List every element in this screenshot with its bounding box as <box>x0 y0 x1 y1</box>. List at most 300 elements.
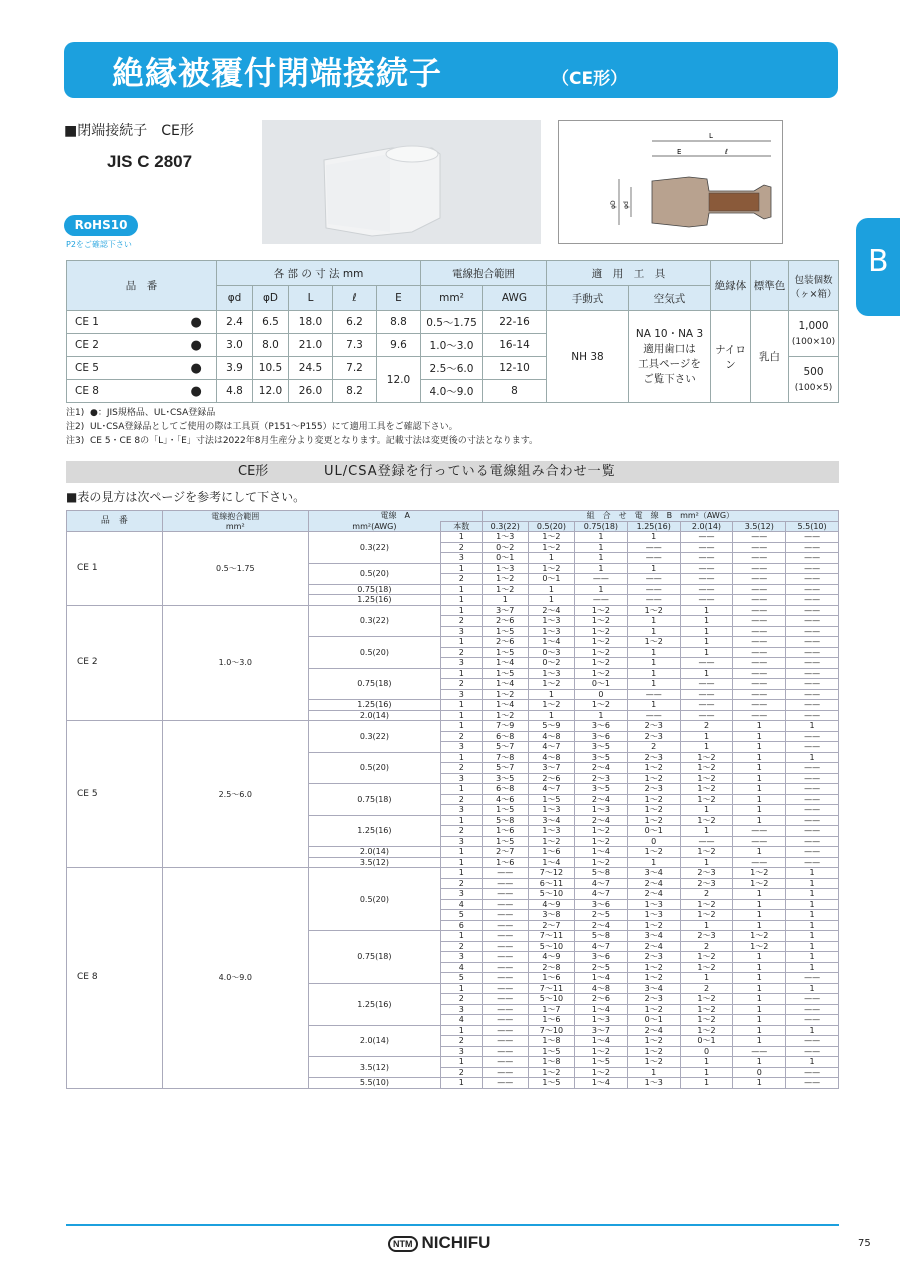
combo-cell: —— <box>733 574 786 585</box>
combo-count: 1 <box>440 857 482 868</box>
note-text: UL･CSA登録品としてご使用の際は工具頁（P151〜P155）にて適用工具をご確認下さい。 <box>90 422 458 432</box>
combo-cell: —— <box>482 1025 528 1036</box>
combo-cell: —— <box>627 574 680 585</box>
combo-cell: —— <box>786 742 839 753</box>
combo-cell: 1 <box>733 805 786 816</box>
combo-cell: —— <box>786 1004 839 1015</box>
combo-cell: 1 <box>627 626 680 637</box>
combo-col-header: 0.5(20) <box>528 521 574 532</box>
combo-cell: 2〜3 <box>680 868 733 879</box>
combo-cell: 1〜2 <box>528 532 574 543</box>
combo-cell: 1〜4 <box>482 658 528 669</box>
combo-cell: —— <box>786 700 839 711</box>
drawing-label-l: ℓ <box>725 148 728 156</box>
combo-cell: 1〜2 <box>627 1057 680 1068</box>
combo-cell: 0〜1 <box>575 679 628 690</box>
combo-cell: 3〜6 <box>575 952 628 963</box>
combo-cell: 1〜2 <box>627 1004 680 1015</box>
combo-cell: 1〜2 <box>680 899 733 910</box>
combo-cell: 2〜4 <box>627 941 680 952</box>
combo-cell: 1 <box>575 584 628 595</box>
spec-header-awg: AWG <box>483 286 547 311</box>
combo-cell: 1〜2 <box>680 752 733 763</box>
combo-cell: —— <box>482 941 528 952</box>
combo-cell: 1 <box>680 1078 733 1089</box>
combo-cell: 2〜3 <box>627 952 680 963</box>
combo-col-header: 5.5(10) <box>786 521 839 532</box>
combo-cell: 5〜9 <box>528 721 574 732</box>
combo-cell: 1〜4 <box>528 857 574 868</box>
spec-cell: 12-10 <box>483 357 547 380</box>
combo-cell: 2〜3 <box>627 994 680 1005</box>
dimension-drawing <box>558 120 783 244</box>
combo-cell: 2〜3 <box>627 784 680 795</box>
combo-cell: 1〜2 <box>680 910 733 921</box>
combo-cell: 1 <box>733 763 786 774</box>
combo-cell: 1〜5 <box>482 836 528 847</box>
combo-cell: 1〜3 <box>528 626 574 637</box>
combo-cell: 1〜2 <box>528 542 574 553</box>
combo-cell: 7〜8 <box>482 752 528 763</box>
combo-cell: 4〜7 <box>575 878 628 889</box>
combo-cell: 0〜1 <box>680 1036 733 1047</box>
combo-cell: —— <box>680 689 733 700</box>
note-key: 注1) <box>66 408 85 418</box>
combo-cell: 1 <box>680 1067 733 1078</box>
combo-count: 1 <box>440 931 482 942</box>
combo-cell: 1〜5 <box>528 1078 574 1089</box>
combo-cell: —— <box>680 584 733 595</box>
combo-count: 2 <box>440 941 482 952</box>
spec-mark: ● <box>176 357 216 380</box>
combo-cell: —— <box>482 1004 528 1015</box>
combo-cell: 1 <box>680 647 733 658</box>
combo-cell: —— <box>680 574 733 585</box>
section-header <box>66 461 839 483</box>
combo-cell: 1〜2 <box>575 626 628 637</box>
combo-cell: 1 <box>786 910 839 921</box>
combo-cell: 1 <box>786 889 839 900</box>
combo-cell: 0 <box>575 689 628 700</box>
combo-cell: 3〜6 <box>575 731 628 742</box>
combo-cell: 3〜6 <box>575 899 628 910</box>
combo-cell: 1〜2 <box>627 637 680 648</box>
title-banner <box>64 42 838 98</box>
combo-cell: 2〜3 <box>680 878 733 889</box>
combo-cell: 1〜2 <box>733 868 786 879</box>
spec-cell: 24.5 <box>289 357 333 380</box>
spec-header-part: 品 番 <box>67 261 217 311</box>
combo-count: 1 <box>440 983 482 994</box>
spec-header-pack: 包装個数 （ヶ×箱） <box>789 261 839 311</box>
spec-header-dims: 各 部 の 寸 法 mm <box>217 261 421 286</box>
jis-standard: JIS C 2807 <box>107 152 193 171</box>
spec-cell: 3.9 <box>217 357 253 380</box>
combo-cell: 1〜2 <box>575 700 628 711</box>
combo-wire-a: 0.5(20) <box>308 868 440 931</box>
combo-cell: 1〜3 <box>528 805 574 816</box>
combo-cell: 1〜4 <box>482 700 528 711</box>
combo-cell: —— <box>786 973 839 984</box>
combo-range: 4.0〜9.0 <box>162 868 308 1089</box>
combo-cell: 4〜8 <box>575 983 628 994</box>
combo-cell: —— <box>482 1046 528 1057</box>
combo-cell: —— <box>786 1036 839 1047</box>
combo-cell: 1〜2 <box>680 1025 733 1036</box>
combo-col-header: 0.75(18) <box>575 521 628 532</box>
combo-cell: 1〜3 <box>627 1078 680 1089</box>
combo-cell: 1 <box>786 941 839 952</box>
combo-cell: 1〜3 <box>528 668 574 679</box>
combo-cell: 1 <box>733 983 786 994</box>
combo-cell: 1〜2 <box>575 857 628 868</box>
combo-count: 1 <box>440 563 482 574</box>
combo-cell: 1〜2 <box>627 773 680 784</box>
combo-count: 2 <box>440 574 482 585</box>
combo-cell: 1〜6 <box>482 857 528 868</box>
combo-cell: —— <box>786 794 839 805</box>
combo-cell: 1 <box>680 616 733 627</box>
spec-pack-1 <box>789 311 839 357</box>
combo-cell: —— <box>733 700 786 711</box>
spec-pack-1-detail: (100×10) <box>791 336 836 347</box>
combo-cell: 5〜7 <box>482 742 528 753</box>
combo-cell: 1 <box>733 952 786 963</box>
combo-cell: —— <box>786 532 839 543</box>
combo-cell: 2〜7 <box>482 847 528 858</box>
combo-cell: 1〜4 <box>575 1004 628 1015</box>
combo-cell: 2〜6 <box>482 616 528 627</box>
combo-cell: 0〜1 <box>528 574 574 585</box>
combo-cell: —— <box>627 595 680 606</box>
combo-wire-a: 0.3(22) <box>308 532 440 564</box>
combo-cell: 0〜2 <box>528 658 574 669</box>
combo-cell: 3〜4 <box>627 868 680 879</box>
combo-cell: —— <box>786 710 839 721</box>
combo-cell: 2〜7 <box>528 920 574 931</box>
combo-cell: 1 <box>528 553 574 564</box>
dimension-drawing-graphic <box>559 121 784 245</box>
combo-cell: 3〜4 <box>627 931 680 942</box>
spec-cell: 12.0 <box>377 357 421 403</box>
combo-cell: 1〜2 <box>575 637 628 648</box>
combo-cell: 2〜3 <box>627 731 680 742</box>
combo-wire-a: 0.3(22) <box>308 605 440 637</box>
howto-note: ■表の見方は次ページを参考にして下さい。 <box>66 490 306 504</box>
combo-cell: 1〜2 <box>680 962 733 973</box>
combo-count: 3 <box>440 805 482 816</box>
combo-cell: —— <box>786 605 839 616</box>
combo-cell: —— <box>786 574 839 585</box>
combo-cell: 2 <box>627 742 680 753</box>
combo-cell: 0〜2 <box>482 542 528 553</box>
combo-cell: 1 <box>627 563 680 574</box>
combo-cell: 1 <box>786 931 839 942</box>
combo-header-range-unit: mm² <box>162 521 308 532</box>
combo-count: 1 <box>440 710 482 721</box>
combo-cell: 0〜1 <box>627 1015 680 1026</box>
combo-cell: 4〜7 <box>528 742 574 753</box>
combo-cell: 1 <box>733 889 786 900</box>
note-key: 注3) <box>66 436 85 446</box>
combo-range: 0.5〜1.75 <box>162 532 308 606</box>
combo-header-part: 品 番 <box>67 511 163 532</box>
spec-cell: 12.0 <box>253 380 289 403</box>
combo-count: 2 <box>440 994 482 1005</box>
combo-cell: 1 <box>733 1057 786 1068</box>
combo-cell: 1〜2 <box>575 616 628 627</box>
combo-cell: 1 <box>680 668 733 679</box>
spec-cell: 1.0〜3.0 <box>421 334 483 357</box>
combo-cell: 1 <box>786 1025 839 1036</box>
combo-cell: 1〜2 <box>627 962 680 973</box>
combo-cell: 1 <box>733 1025 786 1036</box>
combo-cell: —— <box>786 763 839 774</box>
combo-cell: —— <box>786 616 839 627</box>
combo-cell: 3〜4 <box>627 983 680 994</box>
combo-count: 1 <box>440 637 482 648</box>
combo-cell: 5〜7 <box>482 763 528 774</box>
combo-cell: 2〜4 <box>575 815 628 826</box>
combo-cell: —— <box>482 868 528 879</box>
combo-count: 1 <box>440 605 482 616</box>
combo-cell: 1〜4 <box>575 1078 628 1089</box>
spec-mark: ● <box>176 334 216 357</box>
section-tab[interactable] <box>856 218 900 316</box>
combo-cell: 5〜10 <box>528 889 574 900</box>
combo-cell: 1〜2 <box>575 647 628 658</box>
combo-cell: 1 <box>627 679 680 690</box>
combo-count: 3 <box>440 952 482 963</box>
combo-cell: —— <box>733 605 786 616</box>
combo-cell: 2 <box>680 721 733 732</box>
combo-count: 1 <box>440 721 482 732</box>
company-logo <box>388 1233 490 1253</box>
combo-count: 2 <box>440 731 482 742</box>
page-number: 75 <box>858 1238 871 1249</box>
spec-cell: 6.5 <box>253 311 289 334</box>
combo-cell: 1〜2 <box>680 773 733 784</box>
combo-wire-a: 1.25(16) <box>308 595 440 606</box>
combo-count: 1 <box>440 584 482 595</box>
combo-cell: —— <box>786 689 839 700</box>
combo-cell: 1 <box>733 721 786 732</box>
combo-count: 6 <box>440 920 482 931</box>
combo-cell: 1 <box>786 752 839 763</box>
combo-cell: 6〜11 <box>528 878 574 889</box>
combo-count: 3 <box>440 689 482 700</box>
combo-cell: —— <box>680 532 733 543</box>
combo-cell: 1 <box>733 773 786 784</box>
combo-count: 5 <box>440 910 482 921</box>
combo-cell: 7〜12 <box>528 868 574 879</box>
combo-cell: 1 <box>733 973 786 984</box>
combo-cell: —— <box>786 1015 839 1026</box>
combo-cell: —— <box>786 731 839 742</box>
spec-cell: 2.4 <box>217 311 253 334</box>
combo-cell: 1〜2 <box>680 1015 733 1026</box>
combo-count: 1 <box>440 868 482 879</box>
combo-count: 2 <box>440 1036 482 1047</box>
combo-cell: —— <box>680 700 733 711</box>
combo-cell: —— <box>482 889 528 900</box>
note-item <box>66 434 538 448</box>
spec-color: 乳白 <box>751 311 789 403</box>
combo-cell: 1 <box>733 899 786 910</box>
spec-header-mm2: mm² <box>421 286 483 311</box>
spec-header-E: E <box>377 286 421 311</box>
combo-cell: 1〜5 <box>528 794 574 805</box>
combo-count: 1 <box>440 595 482 606</box>
combo-cell: 1 <box>627 658 680 669</box>
spec-cell: 21.0 <box>289 334 333 357</box>
combo-cell: 2〜4 <box>575 763 628 774</box>
combo-cell: —— <box>786 836 839 847</box>
note-key: 注2) <box>66 422 85 432</box>
spec-cell: 8.8 <box>377 311 421 334</box>
combo-count: 1 <box>440 784 482 795</box>
combo-count: 2 <box>440 878 482 889</box>
combo-wire-a: 0.75(18) <box>308 584 440 595</box>
combo-part-number: CE 8 <box>67 868 163 1089</box>
combo-cell: 0 <box>627 836 680 847</box>
combo-wire-a: 1.25(16) <box>308 815 440 847</box>
combo-cell: 2〜6 <box>482 637 528 648</box>
combo-cell: 1〜2 <box>680 952 733 963</box>
combo-cell: —— <box>786 773 839 784</box>
combo-cell: —— <box>482 920 528 931</box>
combo-cell: —— <box>482 962 528 973</box>
combo-part-number: CE 1 <box>67 532 163 606</box>
combo-cell: —— <box>733 616 786 627</box>
combo-cell: 4〜9 <box>528 952 574 963</box>
combo-cell: —— <box>733 689 786 700</box>
combo-cell: —— <box>733 1046 786 1057</box>
combo-cell: 5〜8 <box>482 815 528 826</box>
combo-cell: —— <box>733 668 786 679</box>
product-photo <box>262 120 541 244</box>
spec-cell: 8.0 <box>253 334 289 357</box>
combo-cell: —— <box>733 532 786 543</box>
spec-part-number: CE 8 <box>67 380 177 403</box>
combo-cell: —— <box>786 1067 839 1078</box>
spec-insulator: ナイロン <box>711 311 751 403</box>
combo-cell: 1 <box>733 731 786 742</box>
combo-cell: 1〜3 <box>528 616 574 627</box>
drawing-label-L: L <box>709 132 713 140</box>
rohs-note: P2をご確認下さい <box>66 240 132 249</box>
combo-wire-a: 5.5(10) <box>308 1078 440 1089</box>
combo-cell: 1〜3 <box>482 563 528 574</box>
table-row <box>67 868 839 879</box>
combo-cell: 3〜7 <box>528 763 574 774</box>
combo-cell: 1 <box>575 542 628 553</box>
combo-count: 1 <box>440 815 482 826</box>
combo-cell: 5〜8 <box>575 931 628 942</box>
combo-count: 3 <box>440 742 482 753</box>
combo-cell: —— <box>627 710 680 721</box>
combo-cell: —— <box>482 983 528 994</box>
combo-cell: 1 <box>733 784 786 795</box>
combo-cell: 1〜3 <box>482 532 528 543</box>
combo-cell: —— <box>733 710 786 721</box>
combo-cell: 1〜2 <box>627 805 680 816</box>
combo-cell: 1〜3 <box>575 1015 628 1026</box>
combo-cell: 2〜4 <box>627 889 680 900</box>
spec-header-phi-D: φD <box>253 286 289 311</box>
combo-cell: 1 <box>575 532 628 543</box>
combo-cell: 5〜10 <box>528 941 574 952</box>
combo-cell: 1 <box>575 563 628 574</box>
combo-cell: 1〜2 <box>575 1046 628 1057</box>
spec-cell: 3.0 <box>217 334 253 357</box>
combo-cell: 0〜1 <box>627 826 680 837</box>
spec-cell: 8 <box>483 380 547 403</box>
combo-cell: —— <box>786 784 839 795</box>
logo-mark: NTM <box>388 1236 418 1252</box>
combo-cell: —— <box>786 1078 839 1089</box>
spec-pack-1-count: 1,000 <box>798 319 829 332</box>
combo-cell: 1 <box>786 952 839 963</box>
combo-cell: 1〜5 <box>482 668 528 679</box>
combo-header-range: 電線抱合範囲 <box>162 511 308 522</box>
combo-cell: 1 <box>528 595 574 606</box>
combo-cell: —— <box>786 857 839 868</box>
spec-cell: 10.5 <box>253 357 289 380</box>
combo-cell: —— <box>786 847 839 858</box>
product-label: ■閉端接続子 CE形 <box>64 123 194 139</box>
combo-count: 3 <box>440 889 482 900</box>
spec-row <box>67 311 839 334</box>
combo-wire-a: 0.5(20) <box>308 637 440 669</box>
combo-cell: 6〜8 <box>482 731 528 742</box>
combo-cell: 1〜2 <box>680 994 733 1005</box>
combo-cell: 2〜5 <box>575 910 628 921</box>
combo-cell: 1 <box>627 616 680 627</box>
section-title: UL/CSA登録を行っている電線組み合わせ一覧 <box>324 464 616 479</box>
combo-cell: —— <box>786 805 839 816</box>
combo-cell: 1〜4 <box>575 847 628 858</box>
combo-cell: 1 <box>627 532 680 543</box>
combo-count: 3 <box>440 553 482 564</box>
combo-cell: 1 <box>627 647 680 658</box>
combo-cell: 3〜7 <box>575 1025 628 1036</box>
combo-wire-a: 3.5(12) <box>308 857 440 868</box>
spec-cell: 4.8 <box>217 380 253 403</box>
combo-cell: 0〜3 <box>528 647 574 658</box>
product-photo-graphic <box>262 120 541 244</box>
combo-cell: 1 <box>733 962 786 973</box>
notes <box>66 406 538 448</box>
combo-cell: 4〜6 <box>482 794 528 805</box>
combo-cell: 3〜6 <box>575 721 628 732</box>
combo-cell: —— <box>627 553 680 564</box>
combo-cell: —— <box>733 679 786 690</box>
combo-cell: 1〜2 <box>482 584 528 595</box>
combo-cell: 1〜3 <box>627 910 680 921</box>
combo-cell: 1 <box>786 899 839 910</box>
combo-wire-a: 3.5(12) <box>308 1057 440 1078</box>
spec-cell: 9.6 <box>377 334 421 357</box>
combo-cell: 2〜6 <box>575 994 628 1005</box>
combo-count: 2 <box>440 679 482 690</box>
combo-cell: —— <box>733 857 786 868</box>
combo-wire-a: 0.3(22) <box>308 721 440 753</box>
combo-cell: —— <box>680 679 733 690</box>
combo-header-count: 本数 <box>440 521 482 532</box>
combo-cell: 2〜3 <box>575 773 628 784</box>
combo-cell: 1 <box>627 1067 680 1078</box>
